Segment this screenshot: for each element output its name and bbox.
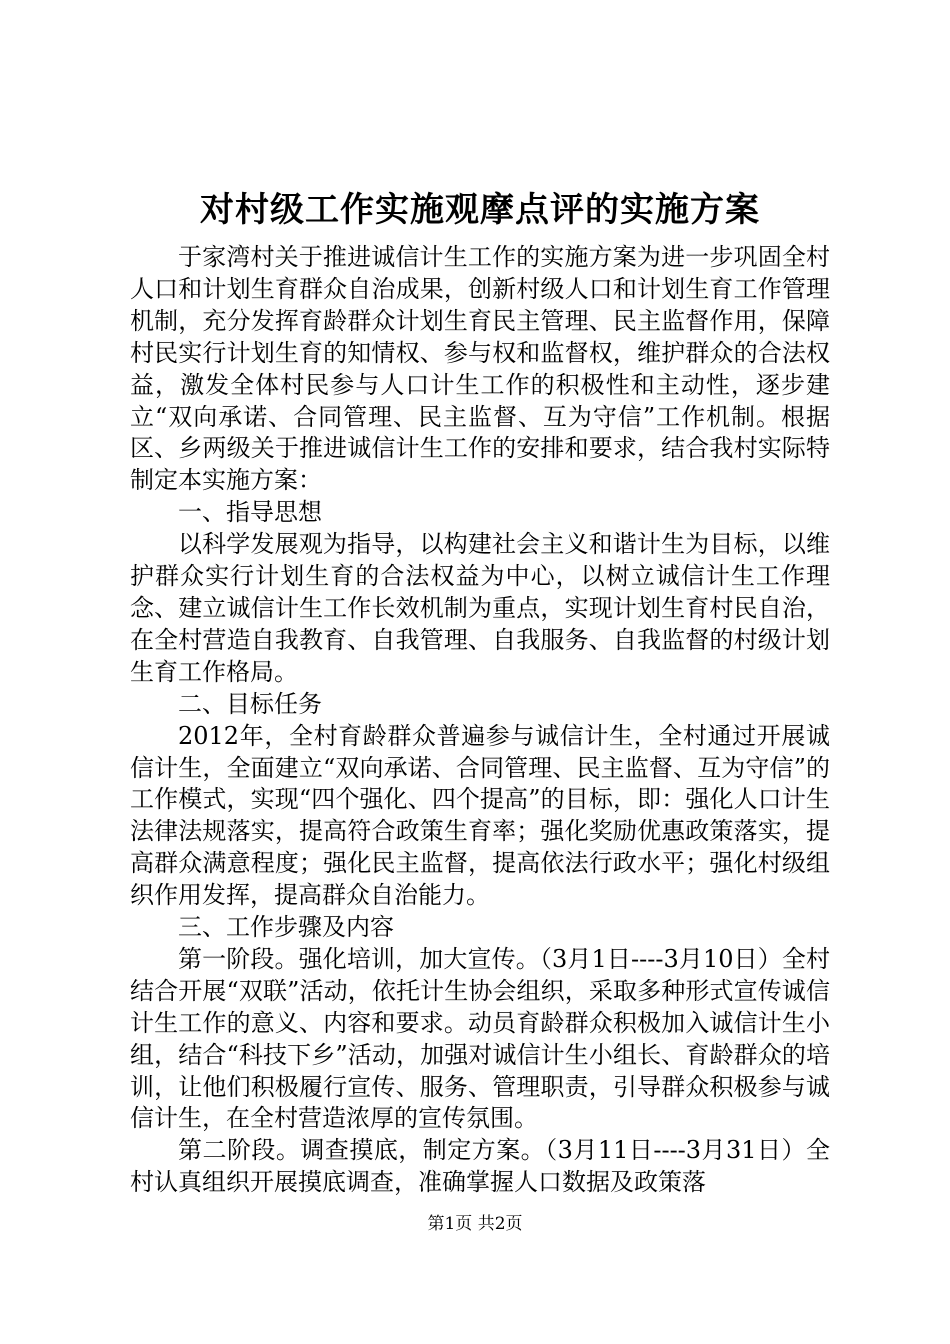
section-1-heading: 一、指导思想 xyxy=(178,498,322,527)
section-3-heading: 三、工作步骤及内容 xyxy=(178,913,394,942)
document-page xyxy=(130,180,830,1199)
intro-paragraph: 于家湾村关于推进诚信计生工作的实施方案为进一步巩固全村人口和计划生育群众自治成果，创新村级人口和计划生育工作管理机制，充分发挥育龄群众计划生育民主管理、民主监督作用，保障村民实行计划生育的知情权、参与权和监督权，维护群众的合法权益，激发全体村民参与人口计生工作的积极性和主动性，逐步建立“双向承诺、合同管理、民主监督、互为守信”工作机制。根据区、乡两级关于推进诚信计生工作的安排和要求，结合我村实际特制定本实施方案： xyxy=(130,243,830,495)
page-footer: 第1页 共2页 xyxy=(427,1214,523,1234)
section-1-paragraph: 以科学发展观为指导，以构建社会主义和谐计生为目标，以维护群众实行计划生育的合法权益为中心，以树立诚信计生工作理念、建立诚信计生工作长效机制为重点，实现计划生育村民自治，在全村营造自我教育、自我管理、自我服务、自我监督的村级计划生育工作格局。 xyxy=(130,530,830,686)
stage-2-paragraph: 第二阶段。调查摸底，制定方案。（3月11日----3月31日）全村认真组织开展摸底调查，准确掌握人口数据及政策落 xyxy=(130,1136,830,1197)
section-2-paragraph: 2012年，全村育龄群众普遍参与诚信计生，全村通过开展诚信计生，全面建立“双向承诺、合同管理、民主监督、互为守信”的工作模式，实现“四个强化、四个提高”的目标，即：强化人口计生法律法规落实，提高符合政策生育率；强化奖励优惠政策落实，提高群众满意程度；强化民主监督，提高依法行政水平；强化村级组织作用发挥，提高群众自治能力。 xyxy=(130,721,830,910)
stage-1-paragraph: 第一阶段。强化培训，加大宣传。（3月1日----3月10日）全村结合开展“双联”活动，依托计生协会组织，采取多种形式宣传诚信计生工作的意义、内容和要求。动员育龄群众积极加入诚信计生小组，结合“科技下乡”活动，加强对诚信计生小组长、育龄群众的培训，让他们积极履行宣传、服务、管理职责，引导群众积极参与诚信计生，在全村营造浓厚的宣传氛围。 xyxy=(130,944,830,1133)
section-2-heading: 二、目标任务 xyxy=(178,689,322,718)
document-title: 对村级工作实施观摩点评的实施方案 xyxy=(200,190,760,230)
